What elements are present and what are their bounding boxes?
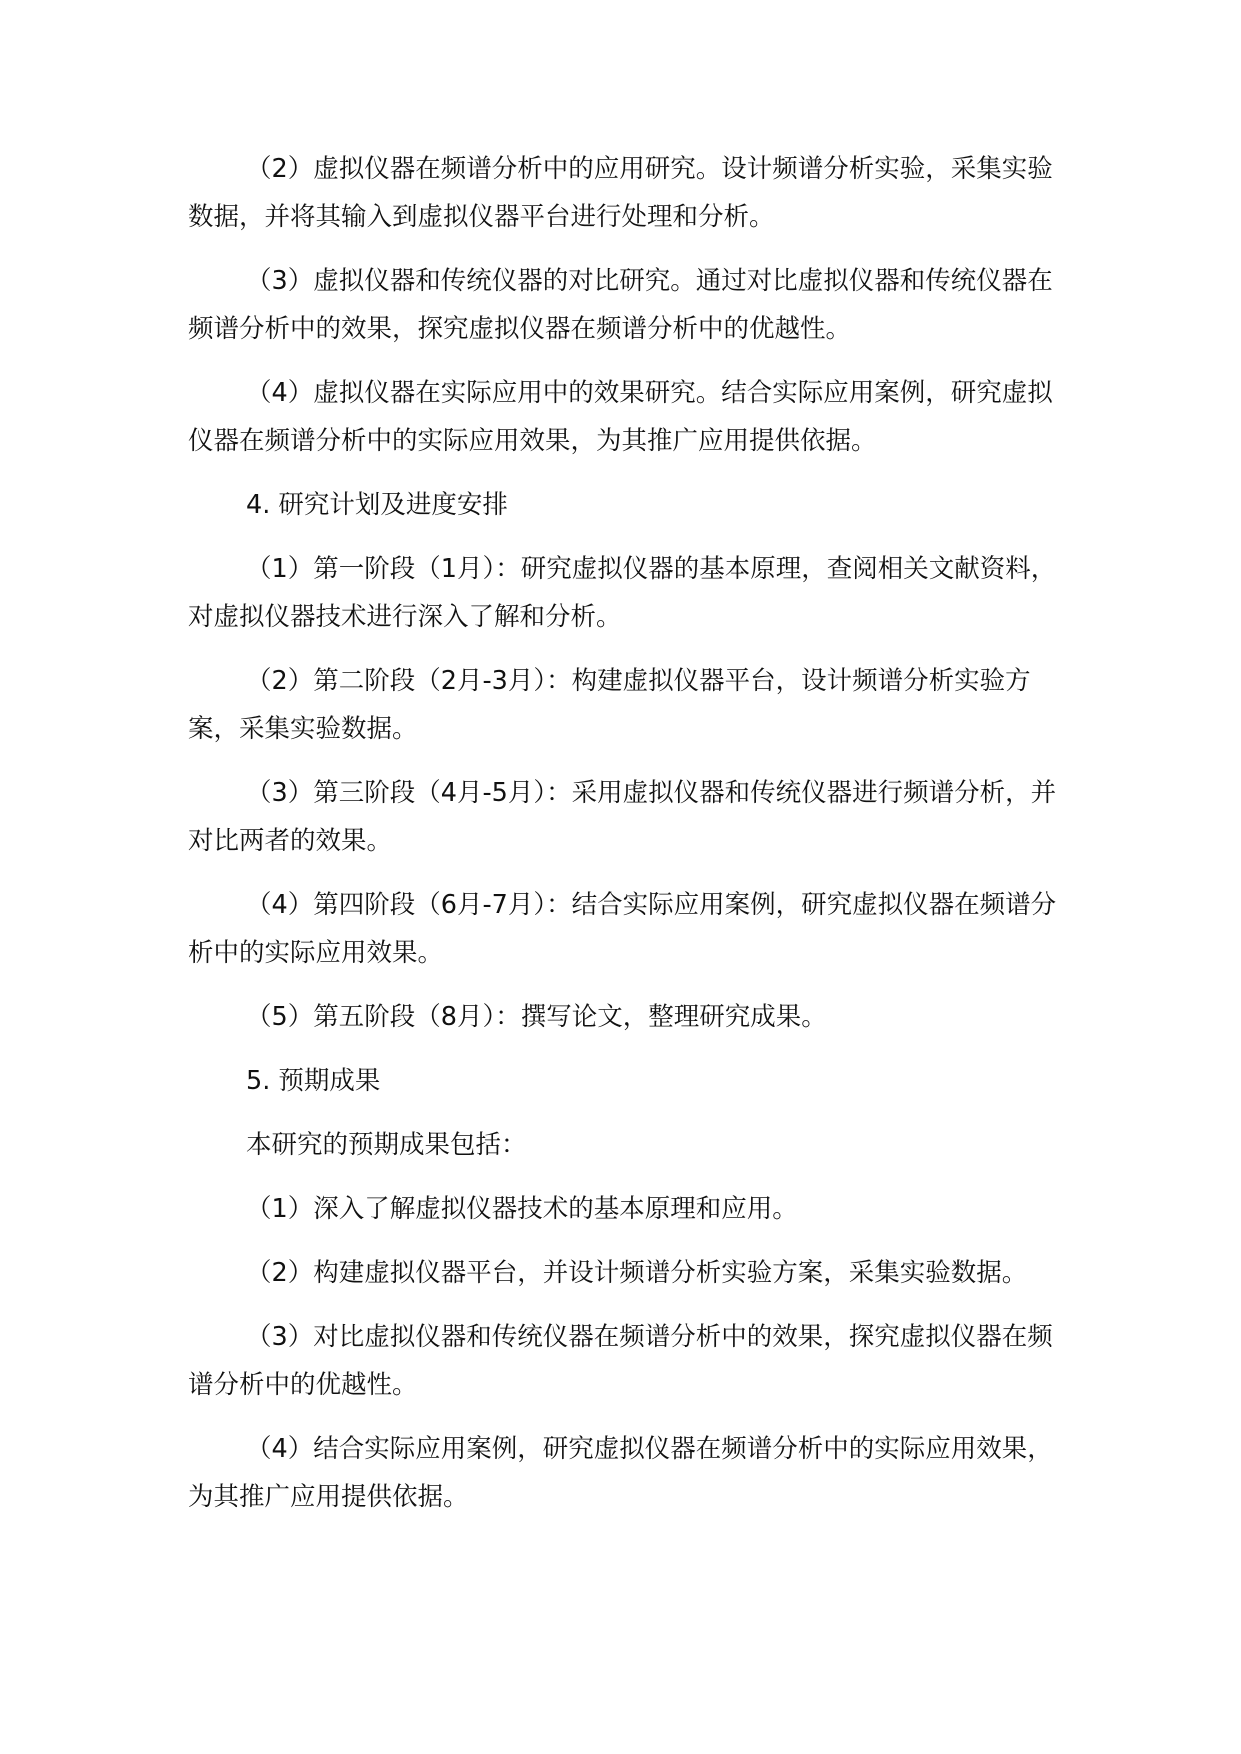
paragraph-expected-result-3: （3）对比虚拟仪器和传统仪器在频谱分析中的效果，探究虚拟仪器在频谱分析中的优越性。 [188,1322,1053,1400]
section-heading-expected-results: 5. 预期成果 [246,1066,381,1096]
section-heading-research-plan: 4. 研究计划及进度安排 [246,490,508,520]
paragraph-research-content-3: （3）虚拟仪器和传统仪器的对比研究。通过对比虚拟仪器和传统仪器在频谱分析中的效果，探究虚拟仪器在频谱分析中的优越性。 [188,266,1053,344]
paragraph-research-content-4: （4）虚拟仪器在实际应用中的效果研究。结合实际应用案例，研究虚拟仪器在频谱分析中的实际应用效果，为其推广应用提供依据。 [188,378,1053,456]
paragraph-research-content-2: （2）虚拟仪器在频谱分析中的应用研究。设计频谱分析实验，采集实验数据，并将其输入到虚拟仪器平台进行处理和分析。 [188,154,1053,232]
paragraph-plan-stage-5: （5）第五阶段（8月）：撰写论文，整理研究成果。 [246,1002,827,1032]
paragraph-expected-result-4: （4）结合实际应用案例，研究虚拟仪器在频谱分析中的实际应用效果，为其推广应用提供依据。 [188,1434,1053,1512]
paragraph-expected-intro: 本研究的预期成果包括： [246,1130,527,1160]
paragraph-plan-stage-4: （4）第四阶段（6月-7月）：结合实际应用案例，研究虚拟仪器在频谱分析中的实际应用效果。 [188,890,1057,968]
paragraph-plan-stage-3: （3）第三阶段（4月-5月）：采用虚拟仪器和传统仪器进行频谱分析，并对比两者的效果。 [188,778,1057,856]
paragraph-plan-stage-1: （1）第一阶段（1月）：研究虚拟仪器的基本原理，查阅相关文献资料，对虚拟仪器技术进行深入了解和分析。 [188,554,1057,632]
paragraph-expected-result-1: （1）深入了解虚拟仪器技术的基本原理和应用。 [246,1194,798,1224]
paragraph-plan-stage-2: （2）第二阶段（2月-3月）：构建虚拟仪器平台，设计频谱分析实验方案，采集实验数据。 [188,666,1031,744]
document-page [188,145,1068,1537]
paragraph-expected-result-2: （2）构建虚拟仪器平台，并设计频谱分析实验方案，采集实验数据。 [246,1258,1028,1288]
